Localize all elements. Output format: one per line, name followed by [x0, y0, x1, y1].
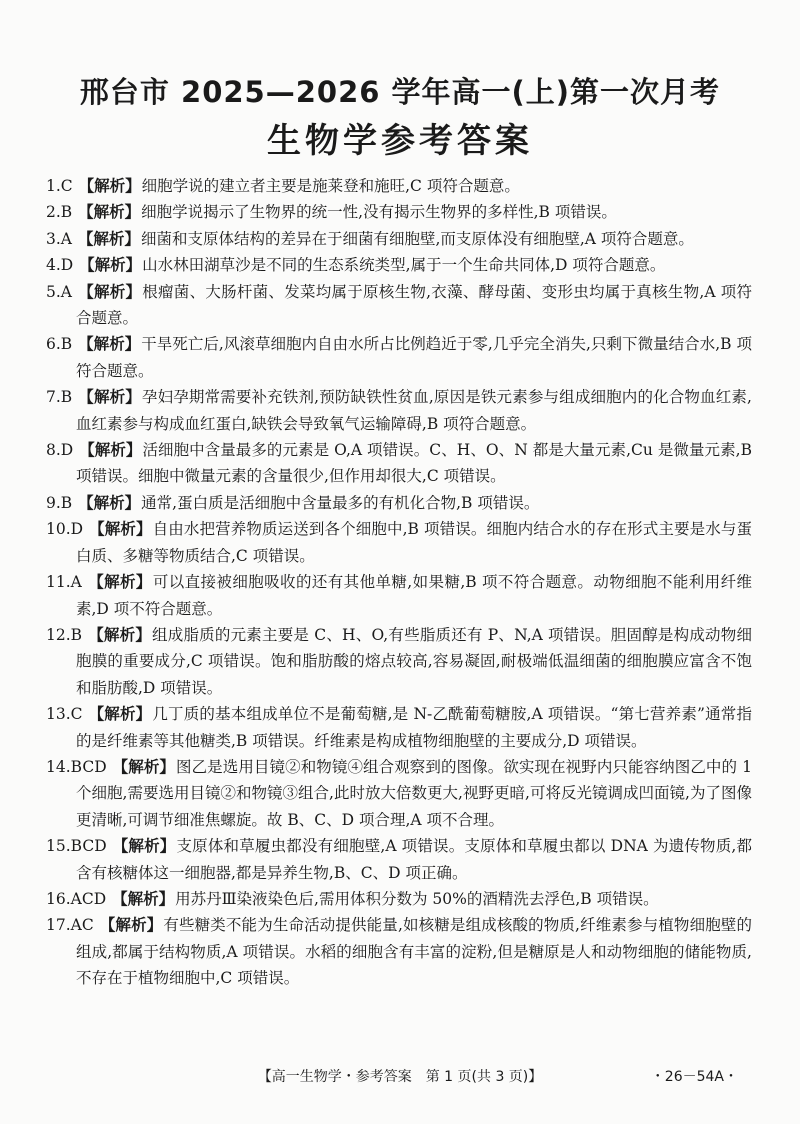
- answer-number: 15.BCD: [46, 837, 107, 856]
- answer-item: [46, 833, 752, 886]
- analysis-tag: 【解析】: [78, 335, 141, 354]
- answer-item: [46, 331, 752, 384]
- analysis-tag: 【解析】: [78, 203, 141, 222]
- answer-explanation: 细菌和支原体结构的差异在于细菌有细胞壁,而支原体没有细胞壁,A 项符合题意。: [140, 229, 694, 248]
- answer-item: [46, 516, 752, 569]
- answer-item: [46, 622, 752, 701]
- answer-explanation: 活细胞中含量最多的元素是 O,A 项错误。C、H、O、N 都是大量元素,Cu 是微量元素,B 项错误。细胞中微量元素的含量很少,但作用却很大,C 项错误。: [76, 441, 752, 486]
- answer-explanation: 几丁质的基本组成单位不是葡萄糖,是 N-乙酰葡萄糖胺,A 项错误。“第七营养素”通常指的是纤维素等其他糖类,B 项错误。纤维素是构成植物细胞壁的主要成分,D 项错误。: [76, 705, 752, 750]
- answer-number: 13.C: [46, 705, 83, 724]
- answer-number: 16.ACD: [46, 889, 107, 908]
- answer-item: [46, 173, 752, 199]
- analysis-tag: 【解析】: [79, 441, 142, 460]
- answer-number: 7.B: [46, 388, 73, 407]
- answer-explanation: 图乙是选用目镜②和物镜④组合观察到的图像。欲实现在视野内只能容纳图乙中的 1 个细胞,需要选用目镜②和物镜③组合,此时放大倍数更大,视野更暗,可将反光镜调成凹面镜,为了图像更清晰,可调节细准焦螺旋。故 B、C、D 项合理,A 项不合理。: [76, 757, 752, 829]
- answer-number: 10.D: [46, 520, 84, 539]
- analysis-tag: 【解析】: [77, 229, 140, 248]
- answer-item: [46, 490, 752, 516]
- answer-item: [46, 384, 752, 437]
- answer-explanation: 干旱死亡后,风滚草细胞内自由水所占比例趋近于零,几乎完全消失,只剩下微量结合水,B 项符合题意。: [76, 335, 752, 380]
- answer-number: 8.D: [46, 441, 74, 460]
- answer-number: 1.C: [46, 177, 73, 195]
- answer-item: [46, 886, 752, 912]
- answer-number: 6.B: [46, 335, 73, 354]
- answer-number: 3.A: [46, 229, 72, 248]
- answer-explanation: 细胞学说的建立者主要是施莱登和施旺,C 项符合题意。: [141, 177, 520, 195]
- answer-item: [46, 754, 752, 833]
- analysis-tag: 【解析】: [79, 256, 142, 275]
- answer-number: 11.A: [46, 573, 82, 592]
- analysis-tag: 【解析】: [88, 625, 152, 644]
- answer-explanation: 组成脂质的元素主要是 C、H、O,有些脂质还有 P、N,A 项错误。胆固醇是构成动物细胞膜的重要成分,C 项错误。饱和脂肪酸的熔点较高,容易凝固,耐极端低温细菌的细胞膜应富含不饱和脂肪酸,D 项错误。: [76, 625, 752, 697]
- answer-number: 5.A: [46, 282, 72, 301]
- analysis-tag: 【解析】: [78, 493, 141, 512]
- answer-number: 4.D: [46, 256, 74, 275]
- analysis-tag: 【解析】: [78, 177, 141, 195]
- analysis-tag: 【解析】: [99, 916, 163, 935]
- analysis-tag: 【解析】: [88, 705, 152, 724]
- answer-item: [46, 199, 752, 225]
- answer-item: [46, 252, 752, 278]
- analysis-tag: 【解析】: [88, 573, 152, 592]
- answer-item: [46, 912, 752, 991]
- answer-item: [46, 279, 752, 332]
- answer-item: [46, 437, 752, 490]
- exam-title: 邢台市 2025—2026 学年高一(上)第一次月考: [79, 75, 721, 109]
- answer-explanation: 细胞学说揭示了生物界的统一性,没有揭示生物界的多样性,B 项错误。: [141, 203, 617, 222]
- answer-explanation: 自由水把营养物质运送到各个细胞中,B 项错误。细胞内结合水的存在形式主要是水与蛋白质、多糖等物质结合,C 项错误。: [76, 520, 752, 565]
- footer-code: ・26－54A・: [650, 1069, 738, 1085]
- answer-explanation: 孕妇孕期常需要补充铁剂,预防缺铁性贫血,原因是铁元素参与组成细胞内的化合物血红素,血红素参与构成血红蛋白,缺铁会导致氧气运输障碍,B 项符合题意。: [76, 388, 752, 433]
- analysis-tag: 【解析】: [112, 889, 175, 908]
- analysis-tag: 【解析】: [89, 520, 152, 539]
- answer-explanation: 用苏丹Ⅲ染液染色后,需用体积分数为 50%的酒精洗去浮色,B 项错误。: [175, 889, 659, 908]
- answer-explanation: 通常,蛋白质是活细胞中含量最多的有机化合物,B 项错误。: [141, 493, 540, 512]
- answer-item: [46, 569, 752, 622]
- analysis-tag: 【解析】: [78, 388, 141, 407]
- answer-item: [46, 701, 752, 754]
- answer-explanation: 可以直接被细胞吸收的还有其他单糖,如果糖,B 项不符合题意。动物细胞不能利用纤维素,D 项不符合题意。: [76, 573, 752, 618]
- answer-item: [46, 226, 752, 252]
- answer-number: 2.B: [46, 203, 73, 222]
- answer-list: [46, 173, 752, 992]
- answer-number: 17.AC: [46, 916, 94, 935]
- document-title: 生物学参考答案: [267, 121, 533, 161]
- answer-number: 14.BCD: [46, 757, 107, 776]
- answer-explanation: 根瘤菌、大肠杆菌、发菜均属于原核生物,衣藻、酵母菌、变形虫均属于真核生物,A 项符合题意。: [76, 282, 752, 328]
- analysis-tag: 【解析】: [112, 837, 176, 856]
- analysis-tag: 【解析】: [78, 282, 142, 301]
- answer-number: 12.B: [46, 625, 83, 644]
- analysis-tag: 【解析】: [112, 757, 175, 776]
- answer-number: 9.B: [46, 493, 73, 512]
- footer-page-label: 【高一生物学・参考答案 第 1 页(共 3 页)】: [257, 1069, 543, 1085]
- answer-explanation: 山水林田湖草沙是不同的生态系统类型,属于一个生命共同体,D 项符合题意。: [142, 256, 666, 275]
- answer-explanation: 有些糖类不能为生命活动提供能量,如核糖是组成核酸的物质,纤维素参与植物细胞壁的组成,都属于结构物质,A 项错误。水稻的细胞含有丰富的淀粉,但是糖原是人和动物细胞的储能物质,不存在于植物细胞中,C 项错误。: [76, 916, 752, 988]
- answer-explanation: 支原体和草履虫都没有细胞壁,A 项错误。支原体和草履虫都以 DNA 为遗传物质,都含有核糖体这一细胞器,都是异养生物,B、C、D 项正确。: [76, 837, 752, 882]
